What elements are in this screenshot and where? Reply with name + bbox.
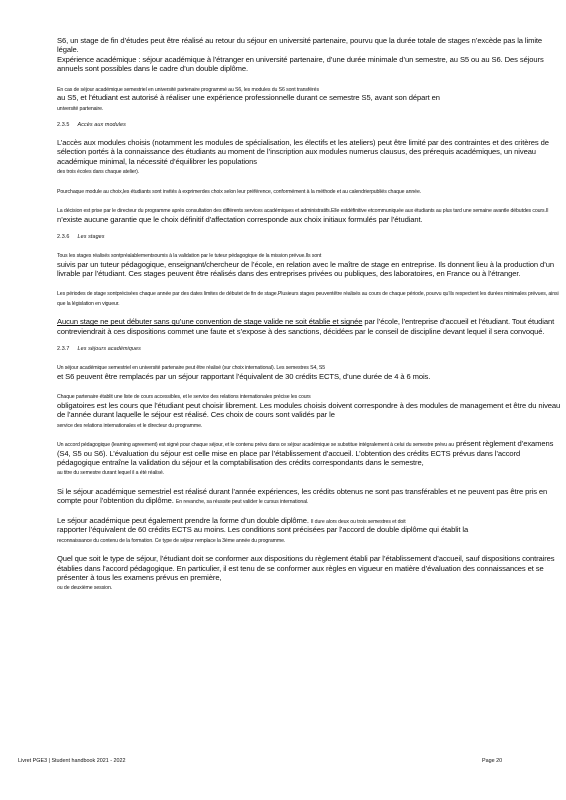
paragraph-text: obligatoires est les cours que l’étudiant peut choisir librement. Les modules choisis doivent correspondre à des modules de management et être du niveau de l’année durant laquelle le séjour est réalisé. Ces choix de cours sont validés par le: [57, 400, 561, 420]
section-title: Les stages: [77, 234, 105, 241]
paragraph-text: suivis par un tuteur pédagogique, enseignant/chercheur de l’école, en relation avec le maître de stage en entreprise. Ils donnent lieu à la production d’un livrable par l’étudiant. Ces stages peuvent être réalisés dans des entreprises privées ou publiques, des laboratoires, en France ou à l’étranger.: [57, 259, 554, 279]
paragraph: [57, 391, 562, 429]
paragraph-text: présent règlement d’examens (S4, S5 ou S6). L’évaluation du séjour est celle mise en place par l’établissement d’accueil. L’obtention des crédits ECTS prévus dans l’accord pédagogique entraîne la validation du séjour et la comptabilisation des crédits correspondants dans le semestre,: [57, 439, 554, 467]
underlined-text: Aucun stage ne peut débuter sans qu’une convention de stage valide ne soit établie et signée: [57, 317, 363, 327]
paragraph: [57, 362, 562, 381]
paragraph: [57, 186, 562, 196]
paragraph-small-text: Pourchaque module au choix,les étudiants sont invités à exprimerdes choix selon leur préférence, conformément à la méthode et au calendrierpubliés chaque année.: [57, 188, 422, 195]
paragraph: [57, 205, 562, 224]
paragraph: [57, 288, 562, 307]
paragraph-small-text: En cas de séjour académique semestriel en université partenaire programmé au S6, les modules du S6 sont transférés: [57, 86, 319, 93]
paragraph: [57, 84, 562, 112]
paragraph: [57, 250, 562, 278]
paragraph-small-text: des trois écoles dans chaque atelier).: [57, 169, 140, 176]
paragraph-small-text: service des relations internationales et le directeur du programme.: [57, 422, 203, 429]
paragraph-text: et S6 peuvent être remplacés par un séjour rapportant l’équivalent de 30 crédits ECTS, d’une durée de 4 à 6 mois.: [57, 371, 431, 381]
section-number: 2.3.6: [57, 234, 70, 241]
footer-title: Livret PGE3 | Student handbook 2021 - 2022: [18, 758, 126, 764]
paragraph-text: L’accès aux modules choisis (notamment les modules de spécialisation, les électifs et les ateliers) peut être limité par des contraintes et des critères de sélection portés à la connaissance des étudiants au moment de l’inscription aux modules numerus clausus, des prérequis académiques, un niveau académique minimal, la nécessité d’équilibrer les populations: [57, 138, 549, 166]
paragraph-text: Le séjour académique peut également prendre la forme d’un double diplôme.: [57, 515, 309, 525]
section-heading: [57, 234, 562, 241]
paragraph-text: Si le séjour académique semestriel est réalisé durant l’année expériences, les crédits obtenus ne sont pas transférables et ne peuvent pas être pris en compte pour l’obtention du diplôme.: [57, 486, 548, 506]
paragraph-text: au S5, et l’étudiant est autorisé à réaliser une expérience professionnelle durant ce semestre S5, avant son départ en: [57, 93, 440, 103]
paragraph-small-text: reconnaissance du contenu de la formation. Ce type de séjour remplace la 3ème année du programme.: [57, 537, 286, 544]
paragraph-small-text: Chaque partenaire établit une liste de cours accessibles, et le service des relations internationales précise les cours: [57, 394, 311, 401]
paragraph-small-text: Un accord pédagogique (learning agreement) est signé pour chaque séjour, et le contenu prévu dans ce séjour académique se substitue intégralement à celui du semestre prévu au: [57, 442, 454, 448]
paragraph-small-text: au titre du semestre durant lequel il a été réalisé.: [57, 470, 164, 477]
paragraph-small-text: Les périodes de stage sontprécisées chaque année par des dates limites de débutet de fin de stage.Plusieurs stages peuventêtre réalisés au cours de chaque période, pourvu qu’ils respectent les durées minimales prévues, ainsi que la législation en vigueur.: [57, 291, 559, 307]
section-heading: [57, 346, 562, 353]
paragraph-small-text: Tous les stages réalisés sontpréalablementsoumis à la validation par le tuteur pédagogique de la mission prévue.Ils sont: [57, 253, 322, 260]
paragraph-text: Quel que soit le type de séjour, l’étudiant doit se conformer aux dispositions du règlement établi par l’établissement d’accueil, sauf dispositions contraires établies dans l’accord pédagogique. En particulier, il est tenu de se conformer aux règles en vigueur en matière d’évaluation des connaissances et se présenter à tous les examens prévus en première,: [57, 554, 555, 582]
paragraph-text: S6, un stage de fin d’études peut être réalisé au retour du séjour en université partenaire, pourvu que la durée totale de stages n’excède pas la limite légale.: [57, 36, 543, 55]
paragraph-small-text: La décision est prise par le directeur du programme après consultation des différents services académiques et administratifs.Elle estdéfinitive etcommuniquée aux étudiants au plus tard une semaine avantle débutdes cours.Il: [57, 208, 549, 215]
paragraph: [57, 516, 562, 544]
section-title: Les séjours académiques: [77, 346, 141, 353]
paragraph: [57, 317, 562, 336]
paragraph-small-text: université partenaire.: [57, 105, 104, 112]
paragraph-small-text: En revanche, sa réussite peut valider le cursus international.: [175, 499, 309, 506]
paragraph-text: par l’école, l’entreprise d’accueil et l’étudiant. Tout étudiant contreviendrait à ces dispositions commet une faute et s’expose à des sanctions, décidées par le conseil de discipline devant lequel il sera convoqué.: [57, 317, 555, 336]
paragraph: [57, 138, 562, 176]
paragraph-small-text: ou de deuxième session.: [57, 585, 113, 592]
paragraph: [57, 487, 562, 506]
section-number: 2.3.7: [57, 346, 70, 353]
paragraph: [57, 554, 562, 592]
paragraph-text: n’existe aucune garantie que le choix définitif d’affectation corresponde aux choix initiaux formulés par l’étudiant.: [57, 214, 423, 224]
page-number: Page 20: [482, 758, 503, 764]
paragraph-small-text: Il dure alors deux ou trois semestres et doit: [310, 518, 406, 525]
paragraph: [57, 36, 562, 74]
section-title: Accès aux modules: [77, 122, 126, 129]
paragraph-text: Expérience académique : séjour académique à l’étranger en université partenaire, d’une durée minimale d’un semestre, au S5 ou au S6. Des séjours annuels sont possibles dans le cadre d’un double diplôme.: [57, 54, 544, 74]
paragraph-small-text: Un séjour académique semestriel en université partenaire peut être réalisé (sur choix international). Les semestres S4, S5: [57, 365, 326, 372]
paragraph-text: rapporter l’équivalent de 60 crédits ECTS au moins. Les conditions sont précisées par l’accord de double diplôme qui établit la: [57, 525, 469, 535]
document-body: [57, 36, 562, 602]
section-number: 2.3.5: [57, 122, 70, 129]
section-heading: [57, 122, 562, 129]
paragraph: [57, 439, 562, 477]
